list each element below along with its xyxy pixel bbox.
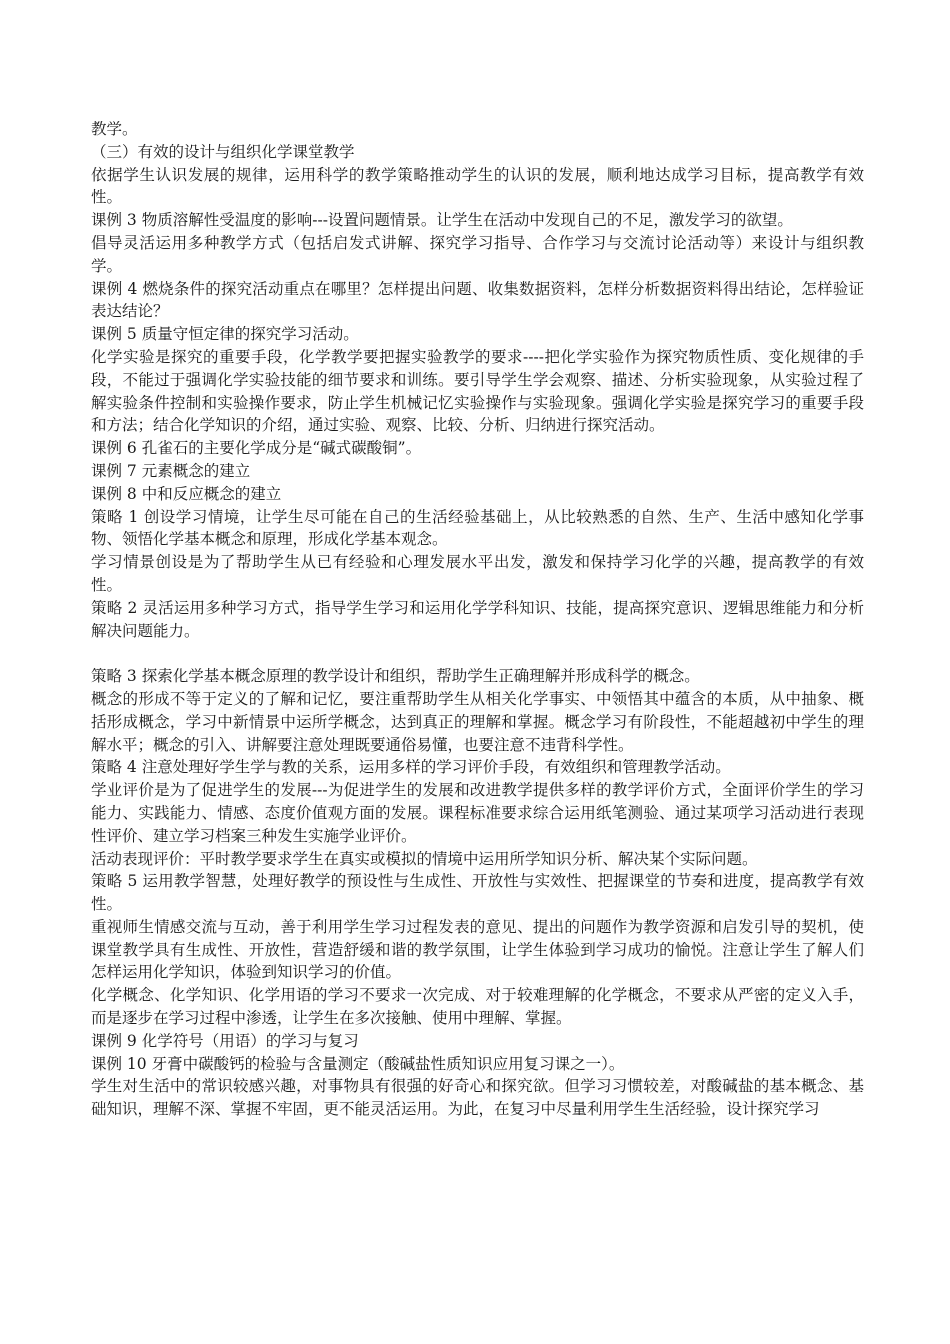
strategy-item: 策略 5 运用教学智慧，处理好教学的预设性与生成性、开放性与实效性、把握课堂的节奏和进度，提高教学有效性。 — [91, 872, 864, 914]
lesson-example: 课例 8 中和反应概念的建立 — [91, 484, 282, 503]
strategy-item: 策略 2 灵活运用多种学习方式，指导学生学习和运用化学学科知识、技能，提高探究意识、逻辑思维能力和分析解决问题能力。 — [91, 598, 864, 640]
lesson-example: 课例 3 物质溶解性受温度的影响---设置问题情景。让学生在活动中发现自己的不足，激发学习的欲望。 — [91, 211, 793, 230]
paragraph: 化学概念、化学知识、化学用语的学习不要求一次完成、对于较难理解的化学概念，不要求从严密的定义入手，而是逐步在学习过程中渗透，让学生在多次接触、使用中理解、掌握。 — [91, 986, 864, 1028]
paragraph: 学生对生活中的常识较感兴趣，对事物具有很强的好奇心和探究欲。但学习习惯较差，对酸碱盐的基本概念、基础知识，理解不深、掌握不牢固，更不能灵活运用。为此，在复习中尽量利用学生生活经验，设计探究学习 — [91, 1077, 864, 1119]
document-page — [91, 118, 864, 1121]
paragraph: 活动表现评价：平时教学要求学生在真实或模拟的情境中运用所学知识分析、解决某个实际问题。 — [91, 849, 758, 868]
paragraph: 学业评价是为了促进学生的发展---为促进学生的发展和改进教学提供多样的教学评价方式，全面评价学生的学习能力、实践能力、情感、态度价值观方面的发展。课程标准要求综合运用纸笔测验、通过某项学习活动进行表现性评价、建立学习档案三种发生实施学业评价。 — [91, 781, 864, 845]
paragraph: 教学。 — [91, 120, 138, 138]
lesson-example: 课例 5 质量守恒定律的探究学习活动。 — [91, 325, 359, 344]
blank-line — [91, 642, 864, 665]
lesson-example: 课例 7 元素概念的建立 — [91, 461, 251, 480]
lesson-example: 课例 9 化学符号（用语）的学习与复习 — [91, 1031, 359, 1050]
paragraph: 学习情景创设是为了帮助学生从已有经验和心理发展水平出发，激发和保持学习化学的兴趣，提高教学的有效性。 — [91, 553, 864, 594]
strategy-item: 策略 1 创设学习情境，让学生尽可能在自己的生活经验基础上，从比较熟悉的自然、生产、生活中感知化学事物、领悟化学基本概念和原理，形成化学基本观念。 — [91, 507, 864, 549]
paragraph: 重视师生情感交流与互动，善于利用学生学习过程发表的意见、提出的问题作为教学资源和启发引导的契机，使课堂教学具有生成性、开放性，营造舒缓和谐的教学氛围，让学生体验到学习成功的愉悦。注意让学生了解人们怎样运用化学知识，体验到知识学习的价值。 — [91, 917, 864, 982]
paragraph: 概念的形成不等于定义的了解和记忆，要注重帮助学生从相关化学事实、中领悟其中蕴含的本质，从中抽象、概括形成概念，学习中新情景中运所学概念，达到真正的理解和掌握。概念学习有阶段性，不能超越初中学生的理解水平；概念的引入、讲解要注意处理既要通俗易懂，也要注意不违背科学性。 — [91, 689, 864, 754]
strategy-item: 策略 3 探索化学基本概念原理的教学设计和组织，帮助学生正确理解并形成科学的概念。 — [91, 667, 700, 686]
lesson-example: 课例 4 燃烧条件的探究活动重点在哪里？怎样提出问题、收集数据资料，怎样分析数据资料得出结论，怎样验证表达结论？ — [91, 279, 864, 321]
strategy-item: 策略 4 注意处理好学生学与教的关系，运用多样的学习评价手段，有效组织和管理教学活动。 — [91, 758, 731, 777]
paragraph: 化学实验是探究的重要手段，化学教学要把握实验教学的要求----把化学实验作为探究物质性质、变化规律的手段，不能过于强调化学实验技能的细节要求和训练。要引导学生学会观察、描述、分析实验现象，从实验过程了解实验条件控制和实验操作要求，防止学生机械记忆实验操作与实验现象。强调化学实验是探究学习的重要手段和方法；结合化学知识的介绍，通过实验、观察、比较、分析、归纳进行探究活动。 — [91, 347, 864, 435]
lesson-example: 课例 6 孔雀石的主要化学成分是“碱式碳酸铜”。 — [91, 439, 422, 458]
paragraph: 依据学生认识发展的规律，运用科学的教学策略推动学生的认识的发展，顺利地达成学习目标，提高教学有效性。 — [91, 165, 864, 207]
paragraph: 倡导灵活运用多种教学方式（包括启发式讲解、探究学习指导、合作学习与交流讨论活动等）来设计与组织教学。 — [91, 233, 864, 275]
section-heading: （三）有效的设计与组织化学课堂教学 — [91, 142, 355, 161]
lesson-example: 课例 10 牙膏中碳酸钙的检验与含量测定（酸碱盐性质知识应用复习课之一）。 — [91, 1054, 625, 1073]
